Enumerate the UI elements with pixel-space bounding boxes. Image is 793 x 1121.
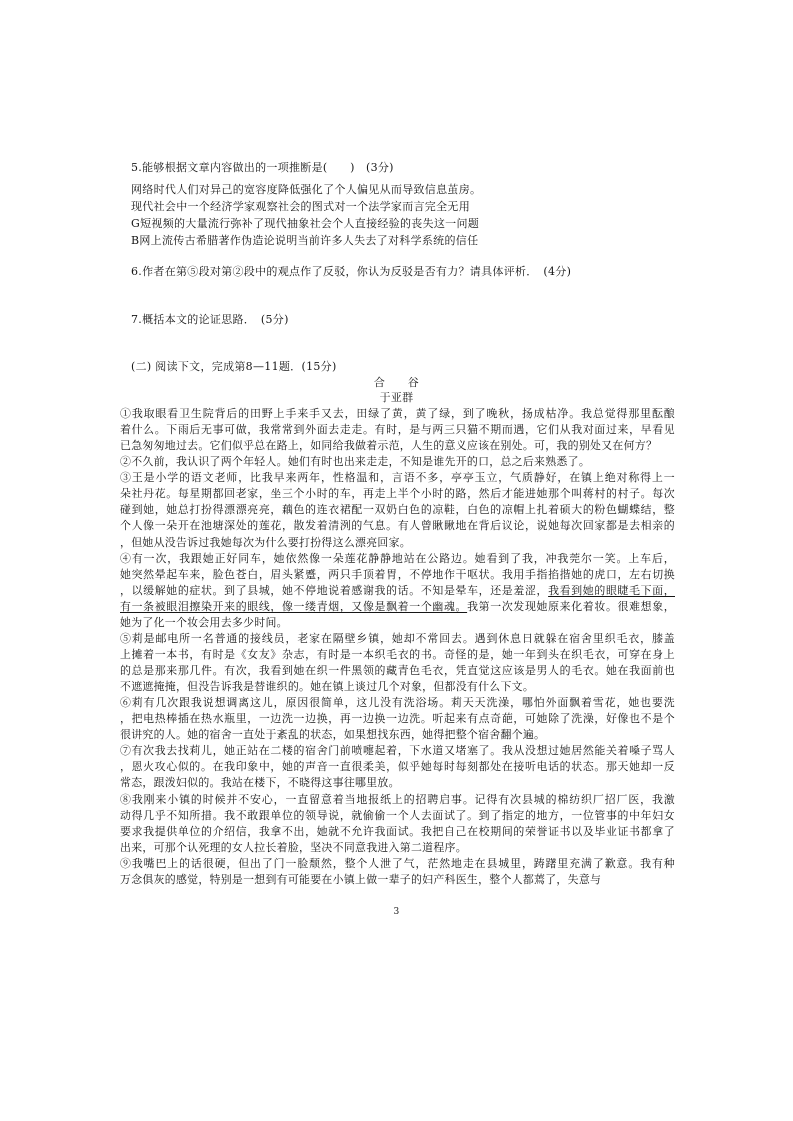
article-body [120, 406, 675, 888]
paragraph-line: ⑥莉有几次跟我说想调离这儿，原因很简单，这儿没有洗浴场。莉天天洗澡，哪怕外面飘着雪花，她也要洗 [120, 696, 675, 710]
paragraph-line: 常态，跟泼妇似的。我站在楼下，不晓得这事往哪里放。 [120, 776, 400, 790]
question-5-option: G短视频的大量流行弥补了现代抽象社会个人直接经验的丧失这一问题 [131, 217, 480, 230]
article-title: 合 谷 [373, 376, 420, 389]
paragraph-line: 动得几乎不知所措。我不敢跟单位的领导说，就偷偷一个人去面试了。到了指定的地方，一位管事的中年妇女 [120, 808, 675, 822]
paragraph-line: ③王是小学的语文老师，比我早来两年，性格温和，言语不多，亭亭玉立，气质静好，在镇上绝对称得上一 [120, 471, 675, 485]
paragraph-line: ⑨我嘴巴上的话很硬，但出了门一脸颓然，整个人泄了气，茫然地走在县城里，踌躇里充满了歉意。我有种 [120, 856, 675, 870]
paragraph-line: 朵社丹花。每星期都回老家，坐三个小时的车，再走上半个小时的路，然后才能进她那个叫蒋村的村子。每次 [120, 487, 675, 501]
paragraph-2 [120, 454, 675, 470]
paragraph-8 [120, 792, 675, 856]
article-author: 于亚群 [379, 391, 414, 404]
paragraph-line: ⑧我刚来小镇的时候并不安心，一直留意着当地报纸上的招聘启事。记得有次县城的棉纺织厂招厂医，我激 [120, 792, 675, 806]
paragraph-line: 已急匆匆地过去。它们似乎总在路上，如同给我做着示范，人生的意义应该在别处。可，我的别处又在何方？ [120, 439, 658, 453]
line-text: 我第一次发现她原来化着妆。很难想象， [467, 599, 675, 613]
paragraph-9 [120, 856, 675, 888]
paragraph-line: 要求我提供单位的介绍信，我拿不出，她就不允许我面试。我把自己在校期间的荣誉证书以及毕业证书都拿了 [120, 824, 675, 838]
page-number: 3 [393, 907, 400, 917]
paragraph-3 [120, 470, 675, 550]
question-5-option: B网上流传古希腊著作伪造论说明当前许多人失去了对科学系统的信任 [131, 234, 479, 247]
paragraph-line: 着什么。下雨后无事可做，我常常到外面去走走。有时，是与两三只猫不期而遇，它们从我对面过来，早看见 [120, 423, 675, 437]
underlined-sentence: 我看到她的眼睫毛下面， [548, 583, 675, 597]
paragraph-line: 她为了化一个妆会用去多少时间。 [120, 615, 288, 629]
question-5-option: 现代社会中一个经济学家观察社会的图式对一个法学家而言完全无用 [131, 200, 470, 213]
question-7: 7.概括本文的论证思路． (5分) [131, 313, 289, 326]
paragraph-line [120, 599, 675, 615]
paragraph-line: ，把电热棒插在热水瓶里，一边洗一边换，再一边换一边洗。听起来有点奇葩，可她除了洗澡，好像也不是个 [120, 712, 675, 726]
paragraph-line: ⑤莉是邮电所一名普通的接线员，老家在隔壁乡镇，她却不常回去。遇到休息日就躲在宿舍里织毛衣，膝盖 [120, 631, 675, 645]
paragraph-line: 不遮遮掩掩，但没告诉我是替谁织的。她在镇上谈过几个对象，但都没有什么下文。 [120, 680, 535, 694]
paragraph-line: ，但她从没告诉过我她每次为什么要打扮得这么漂亮回家。 [120, 535, 411, 549]
paragraph-4 [120, 551, 675, 631]
paragraph-line: ，恩火攻心似的。在我印象中，她的声音一直很柔美，似乎她每时每刻都处在接听电话的状态。那天她却一反 [120, 760, 675, 774]
paragraph-line: 很讲究的人。她的宿舍一直处于紊乱的状态，如果想找东西，她得把整个宿舍翻个遍。 [120, 728, 546, 742]
question-5-options [131, 181, 481, 249]
paragraph-6 [120, 695, 675, 743]
paragraph-1 [120, 406, 675, 454]
paragraph-7 [120, 743, 675, 791]
underlined-sentence: 有一条被眼泪擦染开来的眼线，像一缕青烟，又像是飘着一个幽魂。 [120, 599, 468, 613]
paragraph-line: 的总是那来那几件。有次，我看到她在织一件黑领的藏青色毛衣，凭直觉这应该是男人的毛衣。她在我面前也 [120, 664, 675, 677]
paragraph-line: ⑦有次我去找莉儿，她正站在二楼的宿舍门前喷嚏起着，下水道又堵塞了。我从没想过她居然能关着嗓子骂人 [120, 744, 675, 758]
section-heading: (二) 阅读下文，完成第8—11题．(15分) [131, 360, 337, 373]
paragraph-line: ①我取眼看卫生院背后的田野上手来手又去，田绿了黄，黄了绿，到了晚秋，扬成枯净。我总觉得那里酝酿 [120, 407, 675, 420]
paragraph-line [120, 583, 675, 599]
paragraph-5 [120, 631, 675, 695]
question-6: 6.作者在第⑤段对第②段中的观点作了反驳，你认为反驳是否有力？请具体评析． (4分) [131, 265, 572, 278]
line-text: ，以缓解她的症状。到了县城，她不停地说着感谢我的话。不知是晕车，还是羞涩， [120, 583, 549, 597]
paragraph-line: 上摊着一本书，有时是《女友》杂志，有时是一本织毛衣的书。奇怪的是，她一年到头在织毛衣，可穿在身上 [120, 647, 675, 661]
paragraph-line: 碰到她，她总打扮得漂漂亮亮，藕色的连衣裙配一双奶白色的凉鞋，白色的凉帽上扎着硕大的粉色蝴蝶结，整 [120, 503, 675, 517]
question-5-option: 网络时代人们对异己的宽容度降低强化了个人偏见从而导致信息茧房。 [131, 183, 482, 196]
paragraph-line: ④有一次，我跟她正好同车，她依然像一朵莲花静静地站在公路边。她看到了我，冲我莞尔一笑。上车后， [120, 551, 675, 565]
paragraph-line: ②不久前，我认识了两个年轻人。她们有时也出来走走，不知是谁先开的口，总之后来熟悉了。 [120, 455, 591, 469]
paragraph-line: 她突然晕起车来，脸色苍白，眉头紧蹙，两只手顶着胃，不停地作干呕状。我用手指掐揩她的虎口，左右切换 [120, 567, 675, 581]
question-5-stem: 5.能够根据文章内容做出的一项推断是( ) (3分) [131, 161, 394, 174]
paragraph-line: 个人像一朵开在池塘深处的莲花，散发着清洌的气息。有人曾瞅瞅地在背后议论，说她每次回家都是去相亲的 [120, 519, 675, 533]
paragraph-line: 出来，可那个认死理的女人拉长着脸，坚决不同意我进入第二道程序。 [120, 840, 467, 854]
paragraph-line: 万念俱灰的感觉，特别是一想到有可能要在小镇上做一辈子的妇产科医生，整个人都蔫了，失意与 [120, 872, 602, 886]
